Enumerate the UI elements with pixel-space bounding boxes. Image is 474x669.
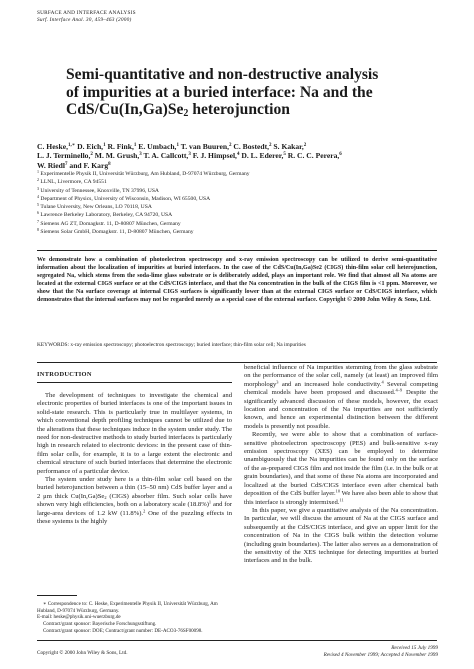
author-name: F. J. Himpsel,: [190, 151, 237, 161]
affiliation-number: 4: [37, 193, 39, 199]
author-affiliation-ref: 2: [303, 143, 307, 148]
right-column: [244, 364, 438, 566]
title-subscript: 2: [183, 108, 189, 119]
text-run: We have also been able to show that this interface is strongly intermixed.: [244, 490, 438, 506]
affiliation-item: [37, 178, 437, 186]
text-run: Recently, we were able to show that a combination of surface-sensitive photoelectron spectroscopy (PES) and bulk-sensitive x-ray emission spectroscopy (XES) can be employed to determine unambiguously that the Na impurities can be found only on the surface of the as-prepared CIGS film and not inside the film (i.e. in the bulk or at grain boundaries), and that some of these Na atoms are incorporated and localized at the buried CdS/CIGS interface even after chemical bath deposition of the CdS buffer layer.: [244, 431, 438, 498]
citation-ref: 1: [208, 499, 212, 505]
author-name: L. J. Terminello,: [37, 151, 91, 161]
author-affiliation-ref: 1,∗: [68, 143, 76, 148]
title-line-2: of impurities at a buried interface: Na and the: [66, 83, 373, 101]
author-affiliation-ref: 6: [339, 152, 342, 158]
affiliation-item: [37, 203, 437, 211]
author-name: T. van Buuren,: [178, 142, 229, 151]
text-run: and for large-area devices of 1.2 kW (11.8%).: [37, 501, 232, 517]
author-name: W. Riedl: [37, 160, 65, 170]
text-run: One of the puzzling effects in these systems is the highly: [37, 509, 232, 526]
intro-paragraph-1: The development of techniques to investigate the chemical and electronic properties of buried interfaces is one of the important issues in solid-state research. This is particularly true in multilayer systems, in which conventional depth profiling techniques cannot be utilized due to the alterations that these techniques induce in the system under study. The need for non-destructive methods to study buried interfaces is particularly high in research related to electronic devices: in the present case of thin-film solar cells, for example, it is to a large extent the electronic and chemical structure of such buried interfaces that determine the electronic performance of a particular device.: [37, 392, 233, 475]
affiliation-text: Department of Physics, University of Wisconsin, Madison, WI 65500, USA: [40, 195, 211, 202]
section-title-underline: [37, 382, 232, 383]
footnote-grant-1: Contract/grant sponsor: Bayerische Forschungsstiftung.: [43, 621, 157, 628]
section-title-introduction: INTRODUCTION: [37, 371, 92, 378]
author-name: T. A. Callcott,: [141, 151, 189, 161]
affiliation-number: 1: [37, 169, 39, 174]
author-name: S. Kakar,: [271, 142, 304, 151]
intro-paragraph-2: [37, 476, 232, 526]
right-paragraph-1: [244, 364, 438, 431]
section-rule: [37, 362, 437, 363]
footer-dates: [324, 645, 438, 659]
author-name: C. Bostedt,: [231, 142, 270, 151]
affiliation-number: 7: [37, 218, 39, 224]
text-run: The system under study here is a thin-film solar cell based on the buried heterojunction between a thin (15–50 nm) CdS buffer layer and a 2 μm thick Cu(In,Ga)Se: [37, 476, 232, 500]
footnote-grant-2: Contract/grant sponsor: DOE; Contract/grant number: DE-ACO3-76SF00098.: [43, 627, 203, 634]
author-affiliation-ref: 4: [236, 152, 240, 158]
affiliation-text: University of Tennessee, Knoxville, TN 37996, USA: [40, 187, 159, 194]
author-name: E. Umbach,: [136, 142, 177, 151]
journal-header: [37, 10, 136, 24]
author-affiliation-ref: 7: [65, 161, 68, 167]
journal-name: SURFACE AND INTERFACE ANALYSIS: [37, 10, 136, 16]
text-run: (CIGS) absorber film. Such solar cells have shown very high efficiencies, both on a laboratory scale (18.8%): [37, 492, 232, 509]
author-name: D. L. Ederer,: [239, 151, 284, 161]
affiliation-number: 8: [37, 227, 39, 233]
abstract-top-rule: [37, 250, 437, 251]
affiliation-item: [37, 187, 437, 195]
author-line-3: [37, 161, 437, 170]
citation-ref: 4–9: [395, 387, 403, 393]
author-affiliation-ref: 2: [90, 152, 93, 158]
author-name: R. C. C. Perera,: [285, 151, 340, 161]
author-affiliation-ref: 2: [269, 143, 272, 148]
author-affiliation-ref: 5: [283, 152, 286, 158]
affiliation-item: [37, 228, 437, 236]
affiliation-number: 2: [37, 177, 39, 183]
citation-ref: 10: [335, 488, 341, 494]
citation-ref: 11: [339, 497, 344, 502]
text-run: Several competing chemical models have been proposed and discussed.: [244, 380, 438, 397]
author-affiliation-ref: 2: [228, 143, 232, 148]
title-line-1: Semi-quantitative and non-destructive analysis: [66, 66, 379, 83]
right-paragraph-3: In this paper, we give a quantitative analysis of the Na concentration. In particular, we will discuss the amount of Na at the CIGS surface and subsequently at the CdS/CIGS interface, and give an upper limit for the concentration of Na in the CIGS bulk within the detection volume (including grain boundaries). The latter also serves as a demonstration of the sensitivity of the XES technique for detecting impurities at buried interfaces and in the bulk.: [244, 506, 438, 565]
affiliation-item: [37, 170, 437, 178]
keywords: KEYWORDS: x-ray emission spectroscopy; photoelectron spectroscopy; buried interface; thin-film solar cell; Na impurities: [37, 342, 306, 348]
text-run: and an increased hole conductivity.: [278, 380, 382, 388]
subscript: 2: [104, 494, 107, 500]
footer-received: Received 15 July 1999: [391, 645, 438, 651]
text-run: beneficial influence of Na impurities stemming from the glass substrate on the performance of the solar cell, namely (at least) an improved film morphology: [244, 364, 438, 388]
right-paragraph-2: [244, 431, 438, 507]
footnote-email: E-mail: heske@physik.uni-wuerzburg.de: [37, 614, 121, 621]
author-line-1: [37, 142, 437, 151]
footer-copyright: Copyright © 2000 John Wiley & Sons, Ltd.: [37, 650, 128, 656]
paper-title: [66, 66, 426, 119]
affiliation-text: LLNL, Livermore, CA 94551: [40, 179, 107, 186]
author-name: M. M. Grush,: [92, 151, 140, 161]
author-affiliation-ref: 8: [108, 161, 111, 167]
affiliation-text: Tulane University, New Orleans, LO 70118, USA: [40, 204, 152, 211]
footnote-rule: [37, 595, 77, 596]
affiliation-item: [37, 195, 437, 203]
abstract: We demonstrate how a combination of photoelectron spectroscopy and x-ray emission spectroscopy can be utilized to derive semi-quantitative information about the localization of impurities at buried interfaces. In the case of the CdS/Cu(In,Ga)Se2 (CIGS) thin-film solar cell heterojunction, segregated Na, which stems from the soda-lime glass substrate or is deliberately added, plays an important role. We find that almost all Na atoms are located at the external CIGS surface or at the CdS/CIGS interface, and that the Na concentration in the bulk of the CIGS film is <1 ppm. Moreover, we show that the Na surface coverage at internal CIGS surfaces is significantly lower than at the external CIGS surface or CdS/CIGS interface, which demonstrates that the internal surfaces may not be regarded merely as a special case of the external surface. Copyright © 2000 John Wiley & Sons, Ltd.: [37, 257, 437, 303]
citation-ref: 2: [143, 508, 146, 514]
affiliation-number: 3: [37, 185, 39, 191]
text-run: Despite the significantly advanced discussion of these models, however, the exact location and concentration of the Na impurities are not sufficiently known, and hence an experimental distinction between the different models is presently not possible.: [244, 389, 439, 430]
author-affiliation-ref: 3: [139, 152, 142, 158]
left-column: [37, 392, 232, 527]
citation-ref: 4: [381, 379, 384, 385]
author-list: [37, 142, 437, 170]
affiliation-number: 5: [37, 202, 39, 208]
author-line-2: [37, 151, 437, 160]
author-affiliation-ref: 1: [176, 143, 179, 148]
author-name: and F. Karg: [67, 160, 109, 170]
affiliation-text: Experimentelle Physik II, Universität Würzburg, Am Hubland, D-97074 Würzburg, Germany: [40, 171, 250, 177]
author-affiliation-ref: 1: [133, 143, 137, 148]
author-affiliation-ref: 1: [103, 143, 106, 148]
affiliation-list: [37, 170, 437, 236]
affiliation-number: 6: [37, 210, 39, 216]
title-line-3-post: heterojunction: [188, 101, 290, 118]
author-name: D. Eich,: [75, 142, 104, 151]
affiliation-item: [37, 211, 437, 219]
footnote: [37, 601, 232, 635]
author-name: R. Fink,: [105, 142, 134, 151]
footer-rule: [37, 640, 437, 641]
affiliation-text: Lawrence Berkeley Laboratory, Berkeley, CA 94720, USA: [40, 212, 173, 219]
journal-citation: Surf. Interface Anal. 30, 459–463 (2000): [37, 17, 132, 23]
footer-revised: Revised 4 November 1999; Accepted 4 November 1999: [323, 652, 438, 658]
footnote-correspondence: ∗ Correspondence to: C. Heske, Experimentelle Physik II, Universität Würzburg, Am Hubland, D-97074 Würzburg, Germany.: [37, 601, 218, 614]
affiliation-text: Siemens AG ZT, Domagkstr. 11, D-80807 München, Germany: [40, 220, 181, 227]
title-line-3-pre: CdS/Cu(In,Ga)Se: [66, 101, 184, 118]
citation-ref: 3: [276, 379, 279, 385]
affiliation-text: Siemens Solar GmbH, Domagkstr. 11, D-80807 München, Germany: [40, 229, 194, 236]
author-name: C. Heske,: [37, 142, 69, 151]
title-line-3: [66, 101, 426, 119]
author-affiliation-ref: 3: [188, 152, 191, 158]
affiliation-item: [37, 220, 437, 228]
